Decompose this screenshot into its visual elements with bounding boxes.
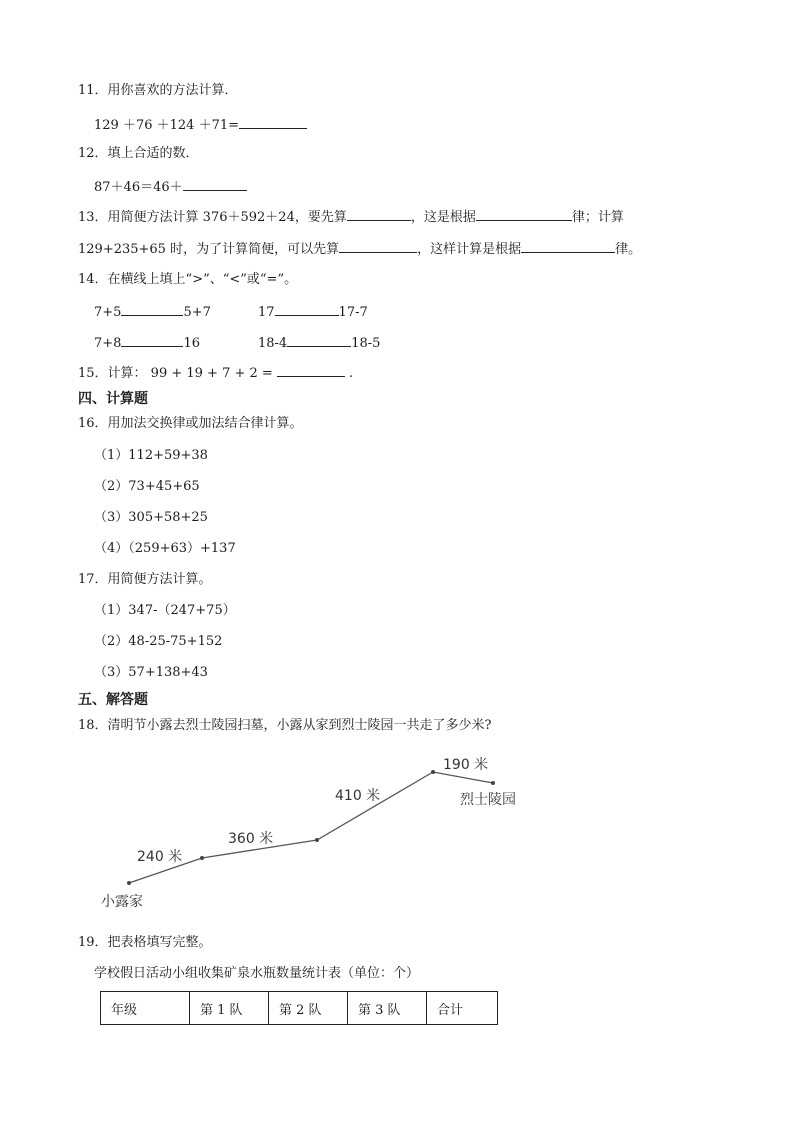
route-point <box>491 781 495 785</box>
segment-label: 410 米 <box>335 788 381 804</box>
q17-item: （2）48-25-75+152 <box>94 634 223 649</box>
route-path <box>129 772 493 883</box>
answer-blank[interactable] <box>275 303 339 316</box>
answer-blank[interactable] <box>277 364 345 377</box>
q14-prompt: 14．在横线上填上“>”、“<”或“=”。 <box>78 272 298 287</box>
q17-prompt: 17．用简便方法计算。 <box>78 572 212 587</box>
q17-item: （3）57+138+43 <box>94 665 208 680</box>
segment-label: 190 米 <box>443 757 489 773</box>
answer-blank[interactable] <box>239 116 307 129</box>
q16-item: （2）73+45+65 <box>94 479 200 494</box>
q13-line2: 129+235+65 时，为了计算简便，可以先算 ，这样计算是根据 律。 <box>78 242 642 257</box>
q11-expression: 129 ＋76 ＋124 ＋71= <box>94 116 307 134</box>
q16-item: （3）305+58+25 <box>94 510 208 525</box>
q16-item: （1）112+59+38 <box>94 448 208 463</box>
q11-prompt: 11．用你喜欢的方法计算． <box>78 83 238 98</box>
table-header-cell: 第 2 队 <box>269 992 348 1025</box>
table-header-cell: 第 3 队 <box>348 992 427 1025</box>
section-heading: 四、计算题 <box>78 391 148 407</box>
q14-item: 7+5 5+7 <box>94 305 211 320</box>
start-label: 小露家 <box>101 894 143 910</box>
answer-blank[interactable] <box>521 240 615 253</box>
table-header-cell: 年级 <box>101 992 190 1025</box>
answer-blank[interactable] <box>347 208 411 221</box>
answer-blank[interactable] <box>121 303 183 316</box>
q18-prompt: 18．清明节小露去烈士陵园扫墓，小露从家到烈士陵园一共走了多少米? <box>78 718 492 733</box>
route-diagram <box>95 752 545 917</box>
segment-label: 360 米 <box>228 831 274 847</box>
q14-item: 7+8 16 <box>94 336 200 351</box>
route-point <box>200 856 204 860</box>
q16-prompt: 16．用加法交换律或加法结合律计算。 <box>78 416 303 431</box>
answer-blank[interactable] <box>476 208 572 221</box>
q12-expression: 87＋46＝46＋ <box>94 178 247 196</box>
table-header-cell: 合计 <box>427 992 498 1025</box>
q12-prompt: 12．填上合适的数． <box>78 146 199 161</box>
route-point <box>127 881 131 885</box>
table-row <box>101 992 498 1025</box>
q13-line1: 13．用简便方法计算 376＋592＋24，要先算 ，这是根据 律；计算 <box>78 210 624 225</box>
route-point <box>431 770 435 774</box>
answer-blank[interactable] <box>183 178 247 191</box>
q17-item: （1）347-（247+75） <box>94 603 236 618</box>
q15-line: 15．计算： 99 + 19 + 7 + 2 = . <box>78 366 353 381</box>
end-label: 烈士陵园 <box>460 792 516 808</box>
route-point <box>315 838 319 842</box>
q14-item: 18-4 18-5 <box>258 336 381 351</box>
stats-table <box>100 991 498 1025</box>
segment-label: 240 米 <box>137 849 183 865</box>
answer-blank[interactable] <box>287 334 351 347</box>
q19-prompt: 19．把表格填写完整。 <box>78 935 212 950</box>
answer-blank[interactable] <box>121 334 183 347</box>
answer-blank[interactable] <box>339 240 417 253</box>
q14-item: 17 17-7 <box>258 305 368 320</box>
table-header-cell: 第 1 队 <box>190 992 269 1025</box>
q16-item: （4）（259+63）+137 <box>94 541 236 556</box>
section-heading: 五、解答题 <box>78 692 148 708</box>
table-caption: 学校假日活动小组收集矿泉水瓶数量统计表（单位：个） <box>94 966 420 981</box>
